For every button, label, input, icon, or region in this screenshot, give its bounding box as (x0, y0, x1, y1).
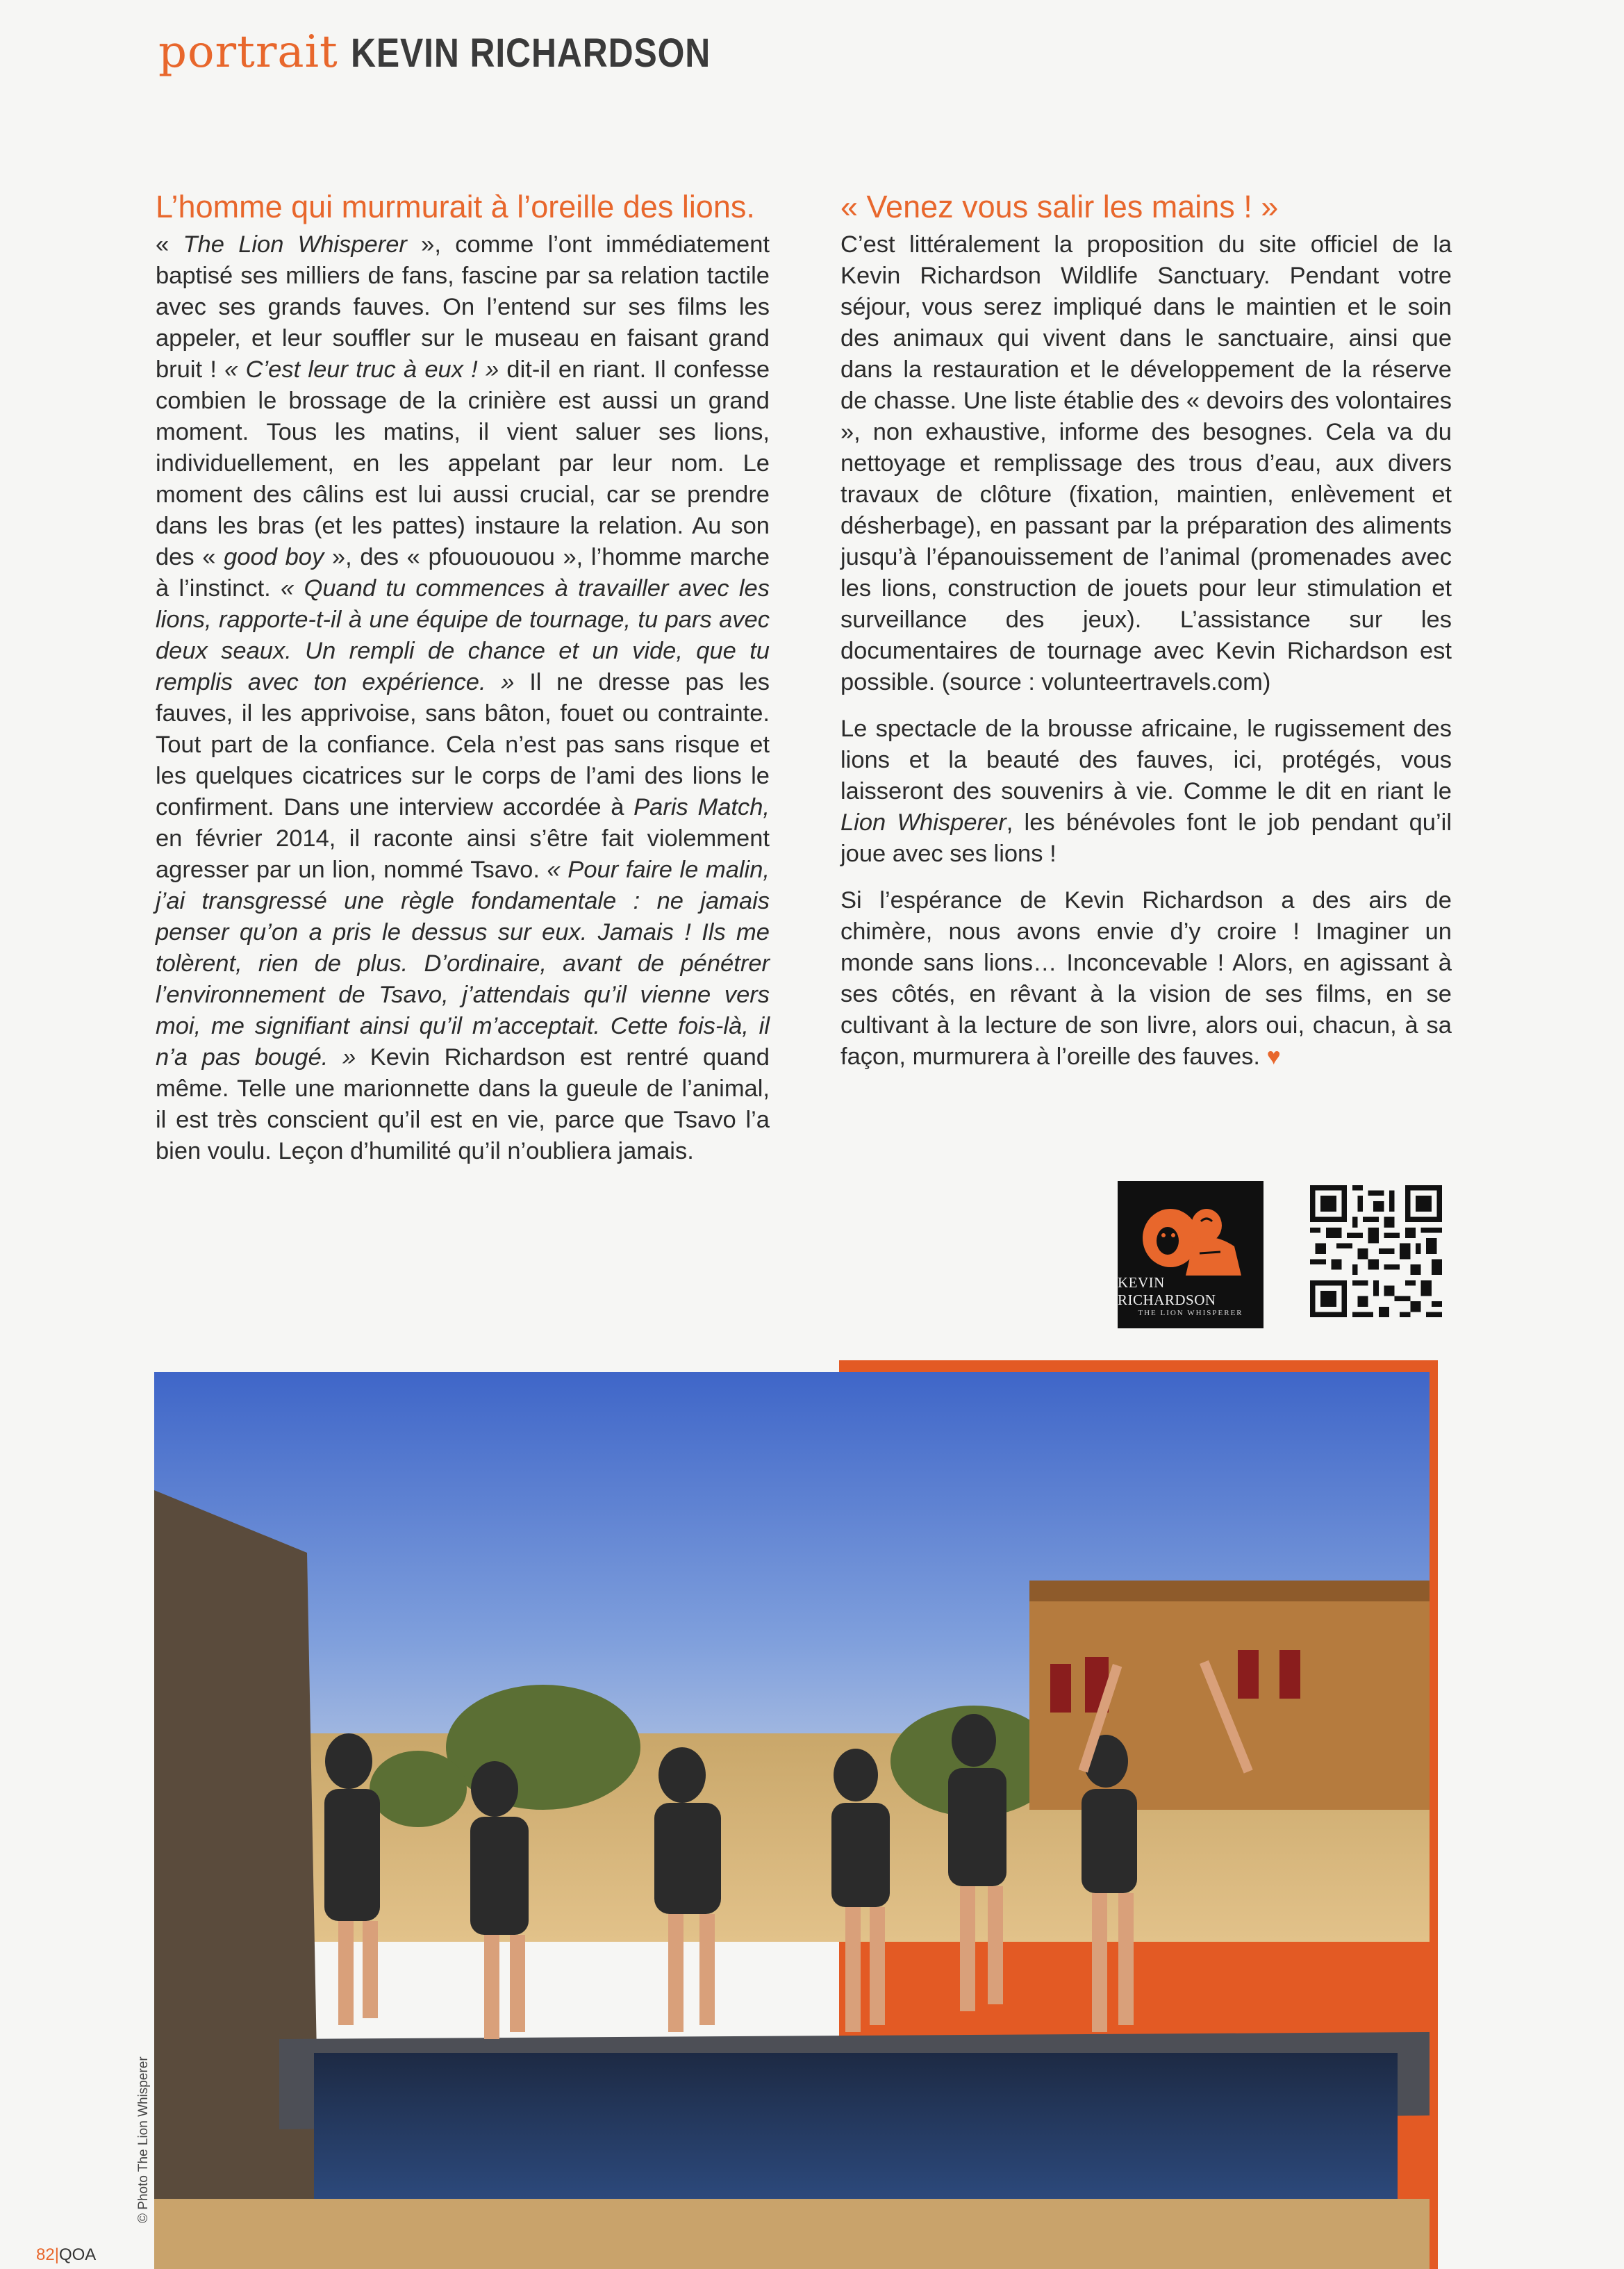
photo-credit: © Photo The Lion Whisperer (136, 2056, 151, 2223)
text-run: , les bénévoles font le job pendant qu’il joue avec ses lions ! (840, 809, 1452, 867)
text-run: Kevin Richardson est rentré quand même. Telle une marionnette dans la gueule de l’animal, il est très conscient qu’il est en vie, parce que Tsavo l’a bien voulu. Leçon d’humilité qu’il n’oubliera jamais. (156, 1044, 770, 1164)
text-run: », comme l’ont immédiatement baptisé ses milliers de fans, fascine par sa relation tactile avec ses grands fauves. On l’entend sur ses films les appeler, et leur souffler sur le museau en faisant grand bruit ! (156, 231, 770, 383)
right-column (840, 188, 1452, 1088)
lion-illustration (1137, 1191, 1244, 1276)
right-body-3 (840, 885, 1452, 1073)
text-run: « C’est leur truc à eux ! » (224, 356, 499, 383)
left-heading: L’homme qui murmurait à l’oreille des lions. (156, 189, 755, 224)
folio-separator: | (54, 2245, 59, 2264)
logo-subtitle: THE LION WHISPERER (1138, 1309, 1243, 1317)
text-run: « (156, 231, 183, 258)
text-run: en février 2014, il raconte ainsi s’être fait violemment agresser par un lion, nommé Tsavo. (156, 825, 770, 883)
text-run: « Quand tu commences à travailler avec les lions, rapporte-t-il à une équipe de tournage, tu pars avec deux seaux. Un rempli de chance et un vide, que tu remplis avec ton expérience. » (156, 575, 770, 695)
left-column (156, 188, 770, 1182)
text-run: C’est littéralement la proposition du site officiel de la Kevin Richardson Wildlife Sanctuary. Pendant votre séjour, vous serez impliqué dans le maintien et le soin des animaux qui vivent dans le sanctuaire, ainsi que dans la restauration et le développement de la réserve de chasse. Une liste établie des « devoirs des volontaires », non exhaustive, informe des besognes. Cela va du nettoyage et remplissage des trous d’eau, aux divers travaux de clôture (fixation, maintien, enlèvement et désherbage), en passant par la préparation des aliments jusqu’à l’épanouissement de l’animal (promenades avec les lions, construction de jouets pour leur stimulation et surveillance des jeux). L’assistance sur les documentaires de tournage avec Kevin Richardson est possible. (source : volunteertravels.com) (840, 231, 1452, 695)
magazine-name: QOA (58, 2245, 97, 2264)
qr-code-icon[interactable] (1310, 1185, 1442, 1317)
page-header (158, 26, 769, 89)
right-body-3-text (840, 887, 1452, 1070)
volunteers-jumping-photo (154, 1372, 1430, 2269)
text-run: dit-il en riant. Il confesse combien le brossage de la crinière est aussi un grand moment. Tous les matins, il vient saluer ses lions, individuellement, en les appelant par leur nom. Le moment des câlins est lui aussi crucial, car se prendre dans les bras (et les pattes) instaure la relation. Au son des « (156, 356, 770, 570)
logo-title: KEVIN RICHARDSON (1118, 1274, 1216, 1308)
text-run: good boy (224, 544, 324, 570)
section-kicker: portrait (158, 26, 338, 78)
page-number: 82 (36, 2245, 55, 2264)
text-run: », des « pfouououou », l’homme marche à l’instinct. (156, 544, 770, 602)
page-folio (36, 2245, 96, 2265)
right-heading: « Venez vous salir les mains ! » (840, 189, 1279, 224)
text-run: Paris Match, (633, 794, 770, 820)
heart-icon: ♥ (1266, 1043, 1281, 1070)
text-run: Le spectacle de la brousse africaine, le rugissement des lions et la beauté des fauves, ici, protégés, vous laisseront des souvenirs à vie. Comme le dit en riant le (840, 716, 1452, 805)
text-run: Lion Whisperer (840, 809, 1006, 836)
right-body-1 (840, 229, 1452, 698)
article-subject: KEVIN RICHARDSON (350, 31, 711, 76)
text-run: Si l’espérance de Kevin Richardson a des airs de chimère, nous avons envie d’y croire ! Imaginer un monde sans lions… Inconcevable ! Alors, en agissant à ses côtés, en rêvant à la vision de ses films, en se cultivant à la lecture de son livre, alors oui, chacun, à sa façon, murmurera à l’oreille des fauves. (840, 887, 1452, 1070)
left-body (156, 229, 770, 1167)
right-body-2 (840, 713, 1452, 870)
text-run: The Lion Whisperer (183, 231, 407, 258)
lion-whisperer-logo (1118, 1181, 1263, 1328)
text-run: « Pour faire le malin, j’ai transgressé une règle fondamentale : ne jamais penser qu’on a pris le dessus sur eux. Jamais ! Ils me tolèrent, rien de plus. D’ordinaire, avant de pénétrer l’environnement de Tsavo, j’attendais qu’il vienne vers moi, me signifiant ainsi qu’il m’acceptait. Cette fois-là, il n’a pas bougé. » (156, 857, 770, 1071)
text-run: Il ne dresse pas les fauves, il les apprivoise, sans bâton, fouet ou contrainte. Tout part de la confiance. Cela n’est pas sans risque et les quelques cicatrices sur le corps de l’ami des lions le confirment. Dans une interview accordée à (156, 669, 770, 820)
